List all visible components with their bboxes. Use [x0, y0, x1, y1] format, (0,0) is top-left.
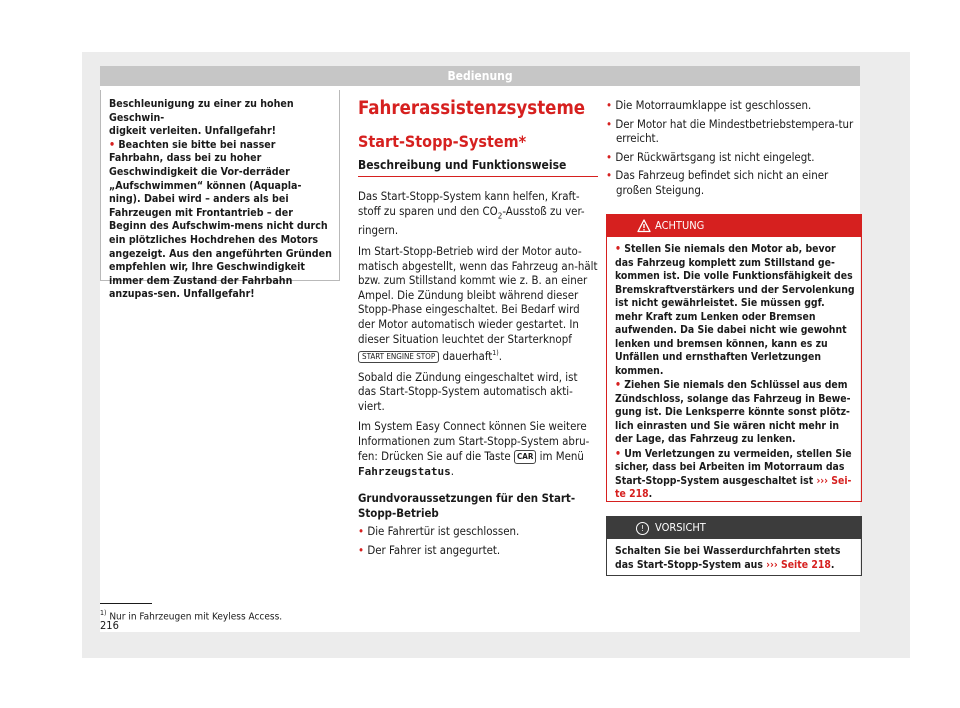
page-title: Fahrerassistenzsysteme	[358, 98, 586, 119]
prereq-heading: Grundvoraussetzungen für den Start-Stopp-Betrieb	[358, 491, 576, 520]
vorsicht-body	[607, 539, 861, 572]
text-span: .	[498, 349, 502, 364]
list-item-text: Die Fahrertür ist geschlossen.	[367, 524, 520, 539]
text-span: Im System Easy Connect können Sie weitere Informationen zum Start-Stopp-System abru-fen: Drücken Sie auf die Taste	[358, 419, 590, 463]
vorsicht-caution-box	[606, 516, 862, 576]
text-span: Im Start-Stopp-Betrieb wird der Motor auto-matisch abgestellt, wenn das Fahrzeug an-hält bzw. zum Stillstand kommt wie z. B. an einer Ampel. Die Zündung bleibt während dieser Stopp-Phase eingeschaltet. Bei Bedarf wird der Motor automatisch wieder gestartet. In dieser Situation leuchtet der Starterknopf	[358, 244, 598, 346]
achtung-item: • Ziehen Sie niemals den Schlüssel aus dem Zündschloss, solange das Fahrzeug in Bewe-gung ist. Die Lenksperre könnte sonst plötz-lich einrasten und Sie wären nicht mehr in der Lage, das Fahrzeug zu lenken.	[615, 379, 851, 445]
text-span: .	[830, 558, 835, 571]
page-reference-link[interactable]: ››› Seite 218	[766, 558, 831, 571]
achtung-item-text: Um Verletzungen zu vermeiden, stellen Sie sicher, dass bei Arbeiten im Motorraum das Start-Stopp-System ausgeschaltet ist	[615, 447, 852, 487]
page-number: 216	[100, 619, 119, 632]
start-engine-stop-key: START ENGINE STOP	[358, 351, 439, 363]
list-item-text: Das Fahrzeug befindet sich nicht an einer großen Steigung.	[615, 168, 829, 197]
warning-bullet-text: Beachten sie bitte bei nasser Fahrbahn, dass bei zu hoher Geschwindigkeit die Vor-derräder „Aufschwimmen“ können (Aquapla-ning). Dabei wird – anders als bei Fahrzeugen mit Frontantrieb – der Beginn des Aufschwim-mens nicht durch ein plötzliches Hochdrehen des Motors angezeigt. Aus den angeführten Gründen empfehlen wir, Ihre Geschwindigkeit immer dem Zustand der Fahrbahn anzupas-sen. Unfallgefahr!	[109, 138, 332, 301]
subscript: 2	[497, 210, 503, 220]
bullet-icon: •	[109, 138, 116, 151]
section-header: Bedienung	[100, 66, 860, 86]
list-item-text: Der Fahrer ist angegurtet.	[367, 542, 501, 557]
right-column	[606, 98, 860, 198]
list-item-text: Die Motorraumklappe ist geschlossen.	[615, 98, 812, 112]
info-circle-icon: !	[636, 522, 649, 535]
vorsicht-label: VORSICHT	[655, 521, 706, 534]
page-reference-link[interactable]: ››› Sei-te 218	[615, 474, 852, 500]
list-item-text: Der Rückwärtsgang ist nicht eingelegt.	[615, 149, 815, 164]
warning-line: digkeit verleiten. Unfallgefahr!	[109, 125, 277, 138]
achtung-item-text: Stellen Sie niemals den Motor ab, bevor das Fahrzeug komplett zum Stillstand ge-kommen ist. Die volle Funktionsfähigkeit des Bremskraftverstärkers und der Servolenkung ist nicht gewährleistet. Sie müssen ggf. mehr Kraft zum Lenken oder Bremsen aufwenden. Da Sie dabei nicht wie gewohnt lenken und bremsen können, kann es zu Unfällen und ernsthaften Verletzungen kommen.	[615, 243, 855, 377]
paragraph	[358, 419, 598, 479]
vorsicht-text	[615, 545, 855, 572]
list-item: • Der Rückwärtsgang ist nicht eingelegt.	[606, 149, 815, 164]
text-span: .	[648, 488, 653, 500]
footnote-ref: 1)	[492, 349, 499, 358]
achtung-item-text: Ziehen Sie niemals den Schlüssel aus dem Zündschloss, solange das Fahrzeug in Bewe-gung ist. Die Lenksperre könnte sonst plötz-lich einrasten und Sie wären nicht mehr in der Lage, das Fahrzeug zu lenken.	[615, 379, 851, 445]
list-item: • Die Motorraumklappe ist geschlossen.	[606, 98, 812, 112]
achtung-warning-box	[606, 214, 862, 502]
footnote-mark: 1)	[100, 609, 107, 617]
section-heading: Beschreibung und Funktionsweise	[358, 158, 598, 177]
prereq-list	[358, 524, 598, 557]
achtung-body	[607, 237, 861, 502]
list-item-text: Der Motor hat die Mindestbetriebstempera-tur erreicht.	[615, 116, 854, 146]
warning-triangle-icon	[637, 219, 651, 233]
text-span: -Ausstoß zu ver-ringern.	[358, 203, 585, 238]
menu-name: Fahrzeugstatus	[358, 464, 451, 478]
text-span: dauerhaft	[442, 349, 493, 364]
paragraph	[358, 370, 598, 414]
paragraph	[358, 189, 598, 238]
text-span: im Menü	[539, 448, 584, 463]
paragraph	[358, 244, 598, 364]
list-item: • Das Fahrzeug befindet sich nicht an einer großen Steigung.	[606, 168, 829, 197]
text-span: .	[450, 463, 454, 478]
car-key-icon: CAR	[514, 450, 536, 464]
text-span: Das Start-Stopp-System kann helfen, Kraft-stoff zu sparen und den CO	[358, 189, 580, 218]
achtung-label: ACHTUNG	[655, 219, 705, 232]
text-span: Sobald die Zündung eingeschaltet wird, ist das Start-Stopp-System automatisch akti-viert.	[358, 369, 578, 413]
warning-bullet-item	[109, 139, 333, 302]
warning-line: Beschleunigung zu einer zu hohen Geschwin-	[109, 98, 294, 124]
list-item: • Der Motor hat die Mindestbetriebstempera-tur erreicht.	[606, 116, 854, 146]
main-column	[358, 98, 598, 558]
footnote-divider	[100, 603, 152, 604]
achtung-item: • Stellen Sie niemals den Motor ab, bevor das Fahrzeug komplett zum Stillstand ge-kommen ist. Die volle Funktionsfähigkeit des Bremskraftverstärkers und der Servolenkung ist nicht gewährleistet. Sie müssen ggf. mehr Kraft zum Lenken oder Bremsen aufwenden. Da Sie dabei nicht wie gewohnt lenken und bremsen können, kann es zu Unfällen und ernsthaften Verletzungen kommen.	[615, 243, 855, 377]
footnote	[100, 609, 282, 622]
warning-box-continued	[100, 90, 340, 301]
vorsicht-header	[607, 517, 861, 539]
achtung-header	[607, 215, 861, 237]
prereq-list-continued	[606, 98, 860, 198]
footnote-text: Nur in Fahrzeugen mit Keyless Access.	[109, 611, 283, 623]
achtung-item: • Um Verletzungen zu vermeiden, stellen Sie sicher, dass bei Arbeiten im Motorraum das Start-Stopp-System ausgeschaltet ist ››› Sei-te 218.	[615, 447, 852, 500]
subsection-title: Start-Stopp-System*	[358, 132, 527, 151]
list-item: • Der Fahrer ist angegurtet.	[358, 542, 501, 557]
list-item: • Die Fahrertür ist geschlossen.	[358, 524, 520, 539]
text-span: Schalten Sie bei Wasserdurchfahrten stets das Start-Stopp-System aus	[615, 545, 841, 571]
